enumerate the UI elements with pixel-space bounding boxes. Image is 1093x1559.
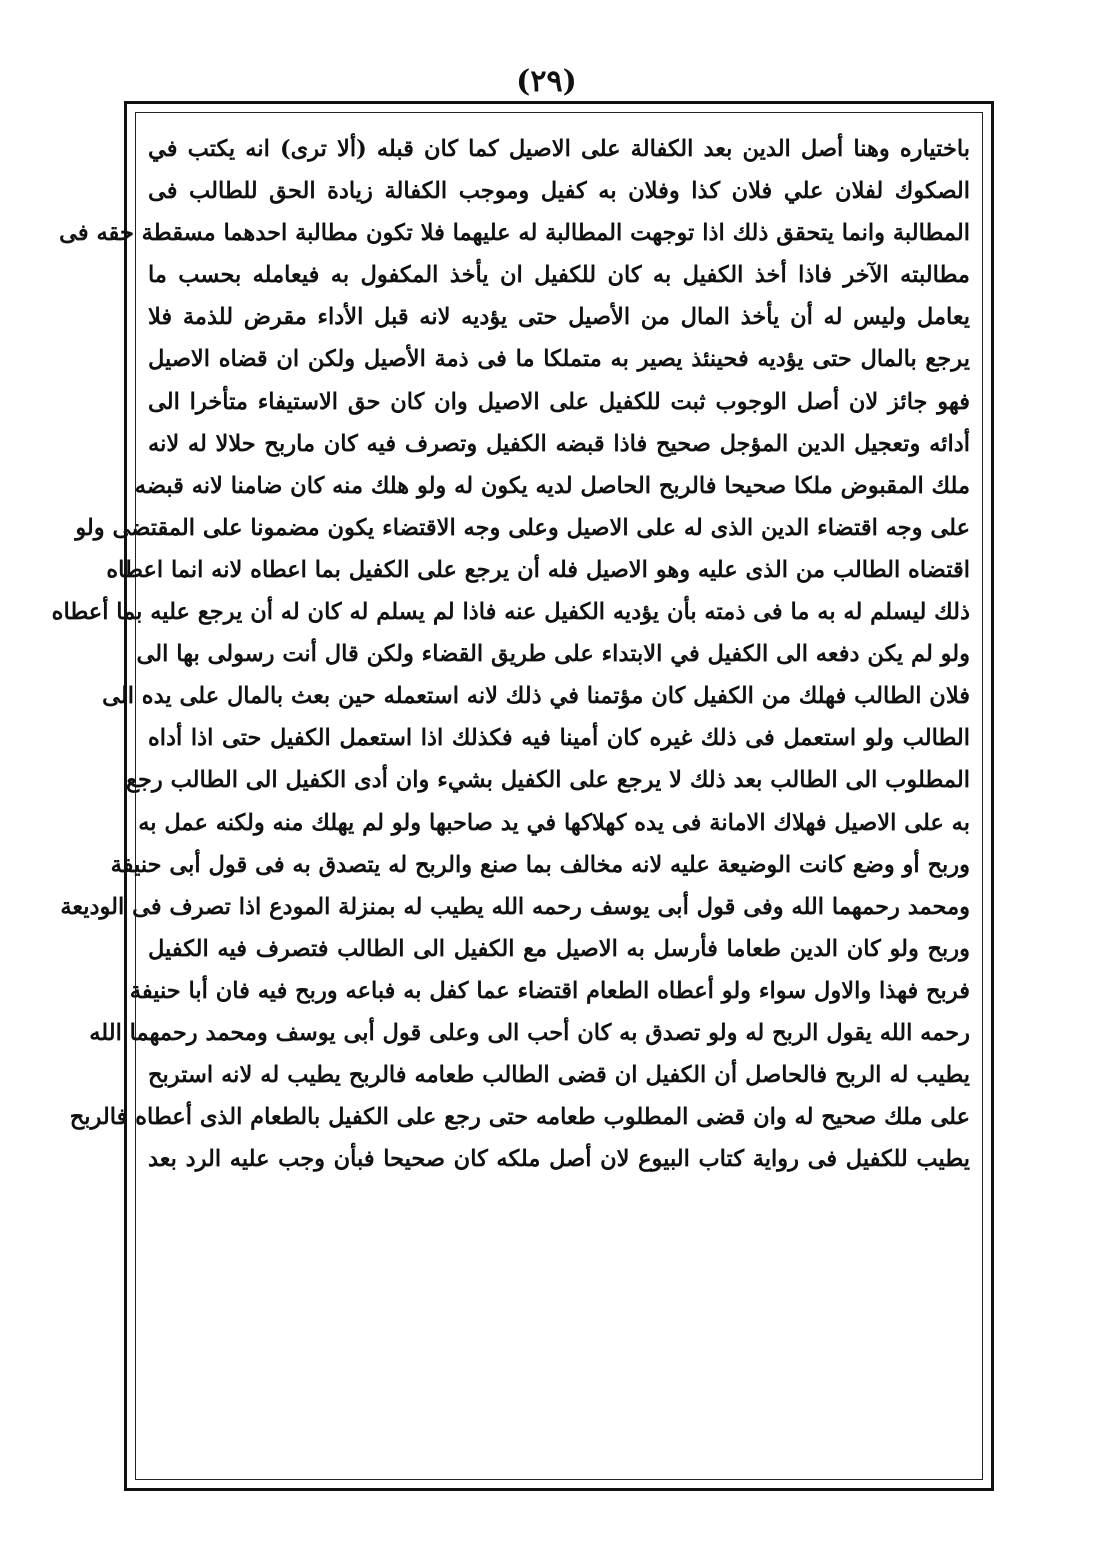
text-line: فربح فهذا والاول سواء ولو أعطاه الطعام اقتضاء عما كفل به فباعه وربح فيه فان أبا حنيفة — [129, 977, 970, 1004]
text-line: مطالبته الآخر فاذا أخذ الكفيل به كان للكفيل ان يأخذ المكفول به فيعامله بحسب ما — [148, 262, 970, 289]
text-line: به على الاصيل فهلاك الامانة فى يده كهلاكها في يد صاحبها ولو لم يهلك منه ولكنه عمل به — [138, 809, 970, 836]
text-line: فهو جائز لان أصل الوجوب ثبت للكفيل على الاصيل وان كان حق الاستيفاء متأخرا الى — [148, 388, 970, 415]
text-line: المطالبة وانما يتحقق ذلك اذا توجهت المطالبة له عليهما فلا تكون مطالبة احدهما مسقطة حقه فى — [59, 220, 970, 247]
text-line: باختياره وهنا أصل الدين بعد الكفالة على الاصيل كما كان قبله (ألا ترى) انه يكتب في — [148, 136, 970, 162]
text-line: أدائه وتعجيل الدين المؤجل صحيح فاذا قبضه الكفيل وتصرف فيه كان ماربح حلالا له لانه — [148, 430, 970, 457]
text-line: يطيب له الربح فالحاصل أن الكفيل ان قضى الطالب طعامه فالربح يطيب له لانه استربح — [148, 1062, 970, 1089]
text-line: وربح أو وضع كانت الوضيعة عليه لانه مخالف بما صنع والربح له يتصدق به فى قول أبى حنيفة — [110, 851, 970, 878]
text-line: فلان الطالب فهلك من الكفيل كان مؤتمنا في ذلك لانه استعمله حين بعث بالمال على يده الى — [102, 683, 970, 710]
text-line: يعامل وليس له أن يأخذ المال من الأصيل حتى يؤديه لانه قبل الأداء مقرض للذمة فلا — [148, 304, 970, 331]
text-line: ولو لم يكن دفعه الى الكفيل في الابتداء على طريق القضاء ولكن قال أنت رسولى بها الى — [136, 641, 970, 668]
text-line: على ملك صحيح له وان قضى المطلوب طعامه حتى رجع على الكفيل بالطعام الذى أعطاه فالربح — [69, 1104, 970, 1131]
text-line: رحمه الله يقول الربح له ولو تصدق به كان أحب الى وعلى قول أبى يوسف ومحمد رحمهما الله — [89, 1019, 970, 1046]
text-line: الطالب ولو استعمل فى ذلك غيره كان أمينا فيه فكذلك اذا استعمل الكفيل حتى اذا أداه — [148, 725, 970, 752]
text-line: الصكوك لفلان علي فلان كذا وفلان به كفيل وموجب الكفالة زيادة الحق للطالب فى — [148, 178, 970, 205]
text-line: يطيب للكفيل فى رواية كتاب البيوع لان أصل ملكه كان صحيحا فبأن وجب عليه الرد بعد — [148, 1146, 970, 1173]
text-line: وربح ولو كان الدين طعاما فأرسل به الاصيل مع الكفيل الى الطالب فتصرف فيه الكفيل — [148, 935, 970, 962]
text-line: ملك المقبوض ملكا صحيحا فالربح الحاصل لديه يكون له ولو هلك منه كان ضامنا لانه قبضه — [134, 472, 970, 499]
text-line: ومحمد رحمهما الله وفى قول أبى يوسف رحمه الله يطيب له بمنزلة المودع اذا تصرف فى الوديعة — [60, 893, 970, 920]
text-line: على وجه اقتضاء الدين الذى له على الاصيل وعلى وجه الاقتضاء يكون مضمونا على المقتضى ولو — [75, 514, 970, 541]
text-body — [51, 128, 970, 1180]
text-line: اقتضاه الطالب من الذى عليه وهو الاصيل فله أن يرجع على الكفيل بما اعطاه لانه انما اعطاه — [106, 556, 970, 583]
text-line: ذلك ليسلم له به ما فى ذمته بأن يؤديه الكفيل عنه فاذا لم يسلم له كان له أن يرجع عليه بما أعطاه — [51, 599, 970, 626]
text-line: المطلوب الى الطالب بعد ذلك لا يرجع على الكفيل بشيء وان أدى الكفيل الى الطالب رجع — [126, 767, 970, 794]
page-number: (٢٩) — [516, 64, 577, 99]
text-line: يرجع بالمال حتى يؤديه فحينئذ يصير به متملكا ما فى ذمة الأصيل ولكن ان قضاه الاصيل — [148, 346, 970, 373]
